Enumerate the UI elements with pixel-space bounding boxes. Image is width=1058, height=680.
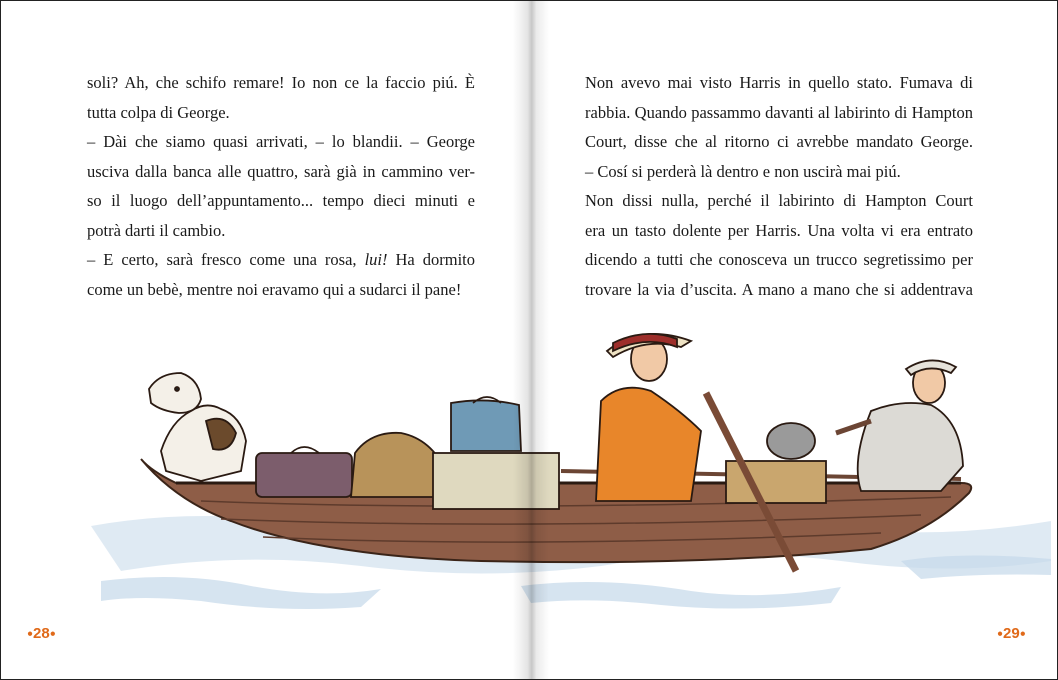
text-line: Court, disse che al ritorno ci avrebbe mandato George. [585,132,973,151]
book-gutter [513,1,549,680]
page-number-left [27,625,56,642]
seated-man [836,360,963,491]
dog [149,373,246,481]
page-number-value: 29 [1003,625,1020,642]
text-line: soli? Ah, che schifo remare! Io non ce la faccio piú. È [87,73,475,92]
text-line: Non avevo mai visto Harris in quello stato. Fumava di [585,73,973,92]
text-line: dicendo a tutti che conosceva un trucco segretissimo per [585,250,973,269]
text-line: trovare la via d’uscita. A mano a mano che si addentrava [585,279,973,299]
italic-word: lui! [364,250,388,269]
text-line: come un bebè, mentre noi eravamo qui a sudarci il pane! [87,279,462,299]
text-segment: – E certo, sarà fresco come una rosa, [87,250,365,269]
text-line: usciva dalla banca alle quattro, sarà già in cammino ver- [87,161,475,181]
left-page-text [87,68,475,304]
text-line: era un tasto dolente per Harris. Una volta vi era entrato [585,220,973,240]
text-line: so il luogo dell’appuntamento... tempo dieci minuti e [87,191,475,210]
dot-icon: ● [49,628,56,640]
text-line: tutta colpa di George. [87,102,230,122]
text-segment: Ha dormito [387,250,475,269]
dot-icon: ● [1019,628,1026,640]
text-line: Non dissi nulla, perché il labirinto di Hampton Court [585,191,973,210]
text-line: – Cosí si perderà là dentro e non uscirà mai piú. [585,161,901,181]
text-line: rabbia. Quando passammo davanti al labirinto di Hampton [585,102,973,122]
dot-icon: ● [27,628,34,640]
text-line: – Dài che siamo quasi arrivati, – lo blandii. – George [87,132,475,151]
right-page-text [585,68,973,304]
text-line-mixed [87,245,475,275]
page-number-value: 28 [33,625,50,642]
text-line: potrà darti il cambio. [87,220,226,240]
page-number-right [997,625,1026,642]
dot-icon: ● [997,628,1004,640]
